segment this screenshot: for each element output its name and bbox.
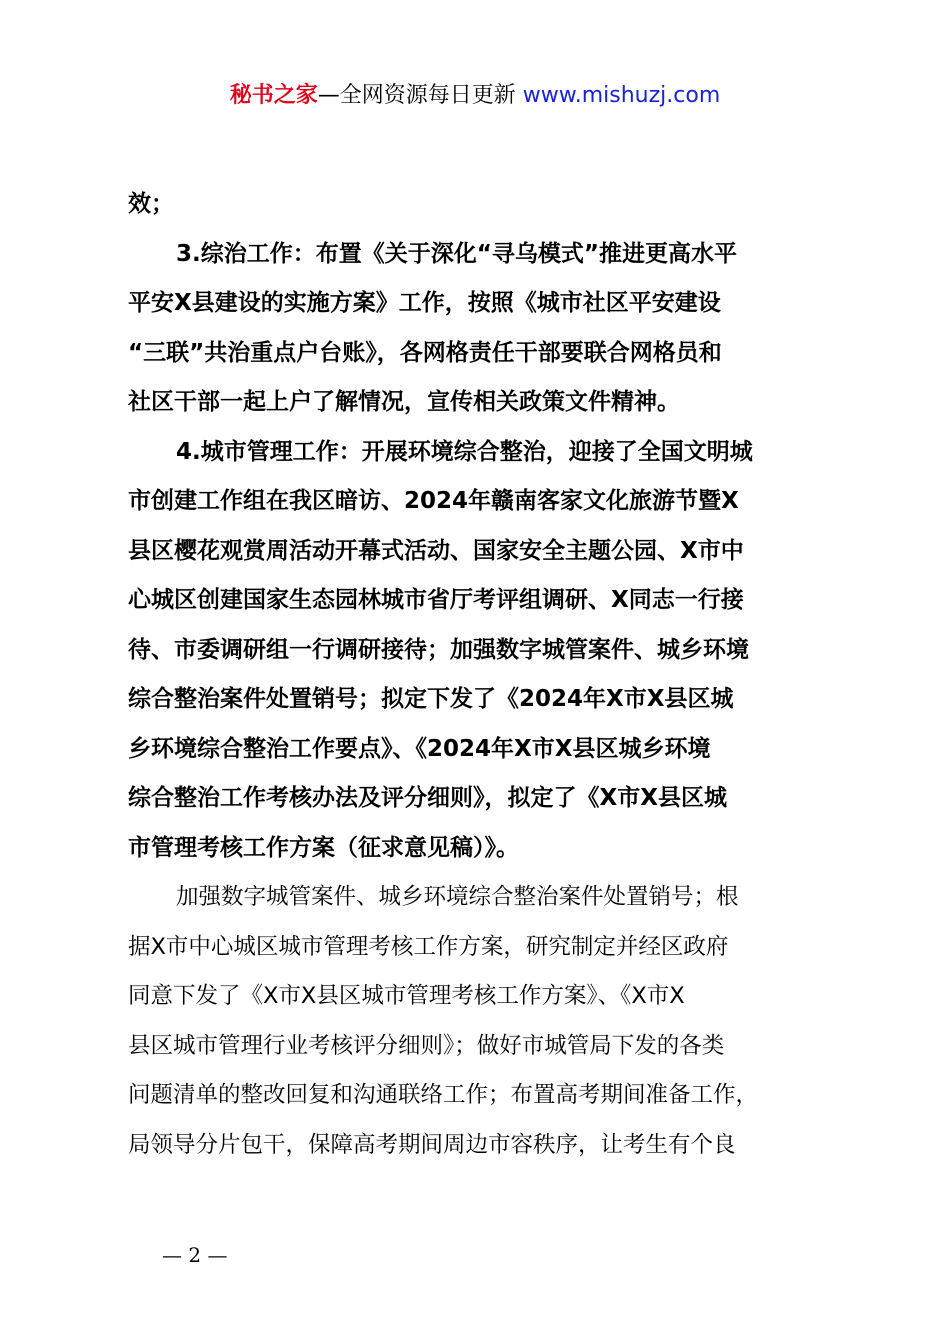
bold-paragraph-block bbox=[128, 180, 832, 873]
text-line: 综合整治案件处置销号；拟定下发了《2024年X市X县区城 bbox=[128, 686, 734, 712]
text-line: 乡环境综合整治工作要点》、《2024年X市X县区城乡环境 bbox=[128, 735, 711, 762]
text-line: 市创建工作组在我区暗访、2024年赣南客家文化旅游节暨X bbox=[128, 488, 739, 514]
site-slogan: —全网资源每日更新 bbox=[317, 83, 516, 108]
text-line: 综合整治工作考核办法及评分细则》，拟定了《X市X县区城 bbox=[128, 785, 727, 811]
text-line: 据X市中心城区城市管理考核工作方案，研究制定并经区政府 bbox=[128, 933, 729, 960]
text-line: 效； bbox=[128, 191, 174, 217]
site-url-link[interactable]: www.mishuzj.com bbox=[522, 83, 721, 108]
text-line: 社区干部一起上户了解情况，宣传相关政策文件精神。 bbox=[128, 389, 680, 415]
text-line: 问题清单的整改回复和沟通联络工作；布置高考期间准备工作， bbox=[128, 1082, 759, 1108]
text-line: 待、市委调研组一行调研接待；加强数字城管案件、城乡环境 bbox=[128, 636, 749, 663]
text-line: 3.综治工作：布置《关于深化“寻乌模式”推进更高水平 bbox=[176, 240, 737, 267]
text-line: 县区樱花观赏周活动开幕式活动、国家安全主题公园、X市中 bbox=[128, 537, 744, 564]
text-line: 平安X县建设的实施方案》工作，按照《城市社区平安建设 bbox=[128, 290, 721, 316]
page-number: — 2 — bbox=[162, 1243, 228, 1267]
text-line: “三联”共治重点户台账》，各网格责任干部要联合网格员和 bbox=[128, 339, 722, 366]
site-header bbox=[0, 80, 950, 112]
text-line: 县区城市管理行业考核评分细则》；做好市城管局下发的各类 bbox=[128, 1032, 725, 1059]
document-body bbox=[128, 180, 832, 1170]
text-line: 局领导分片包干，保障高考期间周边市容秩序，让考生有个良 bbox=[128, 1131, 736, 1158]
text-line: 心城区创建国家生态园林城市省厅考评组调研、X同志一行接 bbox=[128, 587, 744, 613]
site-brand: 秘书之家 bbox=[229, 83, 318, 108]
normal-paragraph-block bbox=[128, 873, 832, 1170]
text-line: 4.城市管理工作：开展环境综合整治，迎接了全国文明城 bbox=[176, 438, 753, 465]
text-line: 市管理考核工作方案（征求意见稿）》。 bbox=[128, 834, 519, 861]
text-line: 加强数字城管案件、城乡环境综合整治案件处置销号；根 bbox=[176, 884, 739, 910]
text-line: 同意下发了《X市X县区城市管理考核工作方案》、《X市X bbox=[128, 983, 685, 1009]
